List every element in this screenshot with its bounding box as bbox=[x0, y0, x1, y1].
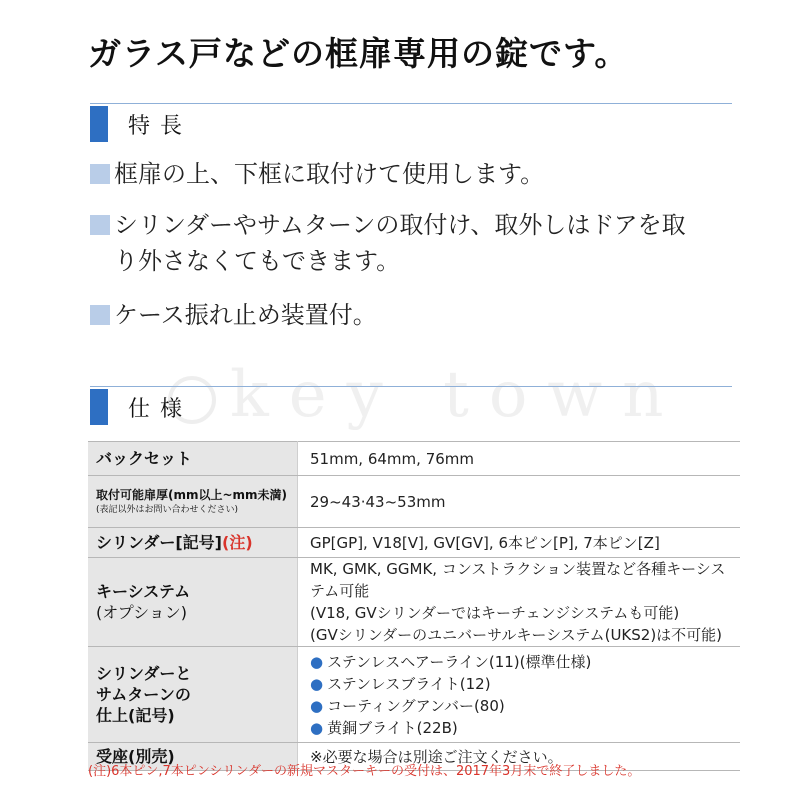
feature-text: シリンダーやサムターンの取付け、取外しはドアを取 bbox=[114, 211, 686, 239]
door-thickness-value: 29~43·43~53mm bbox=[298, 476, 741, 528]
square-bullet-icon bbox=[90, 305, 110, 325]
list-item bbox=[310, 673, 732, 695]
footnote: (注)6本ピン,7本ピンシリンダーの新規マスターキーの受付は、2017年3月末で終了しました。 bbox=[88, 764, 641, 779]
door-thickness-label-cell bbox=[88, 476, 298, 528]
feature-item bbox=[90, 156, 740, 192]
key-system-line: MK, GMK, GGMK, コンストラクション装置など各種キーシステム可能 bbox=[310, 560, 726, 600]
strike-label: 受座(別売) bbox=[88, 743, 298, 771]
table-row bbox=[88, 558, 740, 647]
cylinder-label-cell bbox=[88, 528, 298, 558]
list-item bbox=[310, 717, 732, 739]
backset-label: バックセット bbox=[88, 442, 298, 476]
bullet-dot-icon: ● bbox=[310, 674, 324, 693]
cylinder-note-mark: (注) bbox=[222, 533, 253, 552]
feature-item bbox=[90, 207, 740, 279]
feature-item bbox=[90, 297, 740, 333]
finish-label-cell bbox=[88, 647, 298, 743]
page-headline: ガラス戸などの框扉専用の錠です。 bbox=[88, 34, 629, 73]
bullet-dot-icon: ● bbox=[310, 696, 324, 715]
table-row bbox=[88, 647, 740, 743]
backset-value: 51mm, 64mm, 76mm bbox=[298, 442, 741, 476]
finish-option: 黄銅ブライト(22B) bbox=[327, 718, 458, 737]
table-row bbox=[88, 442, 740, 476]
finish-option: コーティングアンバー(80) bbox=[327, 696, 505, 715]
features-section-title: 特長 bbox=[128, 114, 193, 139]
finish-option: ステンレスヘアーライン(11)(標準仕様) bbox=[327, 652, 592, 671]
door-thickness-note: (表記以外はお問い合わせください) bbox=[96, 504, 239, 515]
finish-option: ステンレスブライト(12) bbox=[327, 674, 491, 693]
table-row bbox=[88, 476, 740, 528]
key-system-label-cell bbox=[88, 558, 298, 647]
feature-text-continued: り外さなくてもできます。 bbox=[114, 247, 401, 275]
feature-text: 框扉の上、下框に取付けて使用します。 bbox=[114, 160, 545, 188]
features-section-header bbox=[90, 103, 732, 142]
key-system-line: (GVシリンダーのユニバーサルキーシステム(UKS2)は不可能) bbox=[310, 626, 723, 644]
list-item bbox=[310, 695, 732, 717]
section-marker bbox=[90, 389, 108, 425]
finish-label-line: サムターンの bbox=[96, 685, 191, 704]
feature-text: ケース振れ止め装置付。 bbox=[114, 301, 377, 329]
square-bullet-icon bbox=[90, 164, 110, 184]
table-row bbox=[88, 528, 740, 558]
key-system-values bbox=[298, 558, 741, 647]
bullet-dot-icon: ● bbox=[310, 652, 324, 671]
finish-label-line: シリンダーと bbox=[96, 664, 192, 683]
key-system-label: キーシステム bbox=[96, 582, 191, 601]
watermark-text: key town bbox=[230, 358, 684, 432]
bullet-dot-icon: ● bbox=[310, 718, 324, 737]
door-thickness-label: 取付可能扉厚(mm以上~mm未満) bbox=[96, 487, 288, 502]
list-item bbox=[310, 651, 732, 673]
key-system-sublabel: (オプション) bbox=[96, 603, 188, 622]
section-marker bbox=[90, 106, 108, 142]
finish-values bbox=[298, 647, 741, 743]
key-system-line: (V18, GVシリンダーではキーチェンジシステムも可能) bbox=[310, 604, 680, 622]
spec-section-title: 仕様 bbox=[128, 397, 193, 422]
strike-value: ※必要な場合は別途ご注文ください。 bbox=[298, 743, 741, 771]
square-bullet-icon bbox=[90, 215, 110, 235]
cylinder-label: シリンダー[記号] bbox=[96, 533, 222, 552]
spec-section-header bbox=[90, 386, 732, 425]
cylinder-value: GP[GP], V18[V], GV[GV], 6本ピン[P], 7本ピン[Z] bbox=[298, 528, 741, 558]
finish-label-line: 仕上(記号) bbox=[96, 706, 175, 725]
spec-table bbox=[88, 441, 740, 771]
